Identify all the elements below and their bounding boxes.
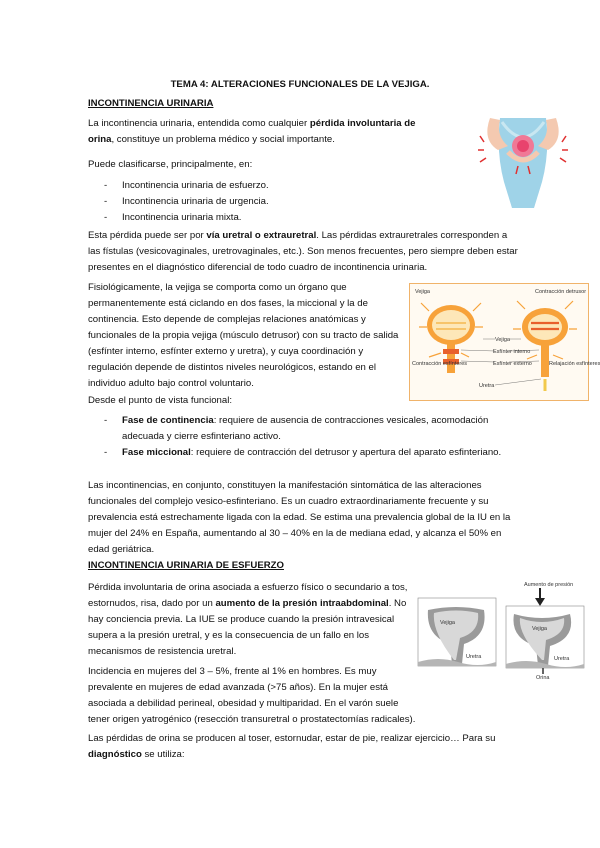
label-aumento-presion: Aumento de presión <box>524 582 574 588</box>
pressure-diagram <box>418 580 584 680</box>
list-item: - Incontinencia urinaria de urgencia. <box>104 194 269 210</box>
label-contraccion-detrusor: Contracción detrusor <box>535 289 587 295</box>
diagnosis-paragraph: Las pérdidas de orina se producen al toser, estornudar, estar de pie, realizar ejercicio… Para su diagnóstico se utiliza: <box>88 733 496 760</box>
label-uretra-1: Uretra <box>466 654 482 660</box>
label-vejiga: Vejiga <box>495 337 510 343</box>
label-vejiga-2: Vejiga <box>532 626 547 632</box>
label-orina: Orina <box>536 675 550 681</box>
list-item: - Fase de continencia: requiere de ausencia de contracciones vesicales, acomodación adecuada y cierre esfinteriano activo. <box>104 413 504 445</box>
phases-list <box>104 413 504 461</box>
definition-paragraph: Pérdida involuntaria de orina asociada a esfuerzo físico o secundario a tos, estornudos, risa, dado por un aumento de la presión intraabdominal. No hay conciencia previa. La IUE se produce cuando la presión intravesical supera a la presión uretral, y es la consecuencia de un fallo en los mecanismos de resistencia uretral. <box>88 582 408 657</box>
label-uretra-2: Uretra <box>554 656 570 662</box>
route-paragraph: Esta pérdida puede ser por vía uretral o extrauretral. Las pérdidas extrauretrales corresponden a las fístulas (vesicovaginales, uretrovaginales, etc.). Son menos frecuentes, pero siempre deben estar presentes en el diagnóstico diferencial de todo cuadro de incontinencia urinaria. <box>88 230 518 273</box>
list-item: - Incontinencia urinaria mixta. <box>104 210 269 226</box>
types-list <box>104 178 269 226</box>
section-heading-esfuerzo: INCONTINENCIA URINARIA DE ESFUERZO <box>88 560 284 571</box>
bladder-phases-diagram <box>409 283 600 401</box>
label-esfinter-externo: Esfínter externo <box>493 361 532 367</box>
label-vejiga-1: Vejiga <box>440 620 455 626</box>
list-item: - Incontinencia urinaria de esfuerzo. <box>104 178 269 194</box>
incidence-paragraph: Incidencia en mujeres del 3 – 5%, frente al 1% en hombres. Es muy prevalente en mujeres de edad avanzada (>75 años). En la mujer está asociada a debilidad perineal, obesidad y multiparidad. En el varón suele tener origen yatrogénico (resección transuretral o prostatectomías radicales). <box>88 666 416 725</box>
classify-paragraph: Puede clasificarse, principalmente, en: <box>88 159 253 170</box>
functional-paragraph: Desde el punto de vista funcional: <box>88 395 232 406</box>
prevalence-paragraph: Las incontinencias, en conjunto, constituyen la manifestación sintomática de las alteraciones funcionales del complejo vesico-esfinteriano. Es un cuadro extraordinariamente frecuente y su prevalencia está estrechamente ligada con la edad. Se estima una prevalencia global de la IU en la mujer del 24% en España, aumentando al 30 – 40% en la de mediana edad, y alcanza el 50% en edad geriátrica. <box>88 480 511 555</box>
label-uretra: Uretra <box>479 383 495 389</box>
label-contraccion-esfinteres: Contracción esfínteres <box>412 361 468 367</box>
label-esfinter-interno: Esfínter interno <box>493 349 531 355</box>
intro-paragraph: La incontinencia urinaria, entendida como cualquier pérdida involuntaria de orina, constituye un problema médico y social importante. <box>88 118 416 145</box>
pelvic-pain-illustration <box>478 112 568 208</box>
label-relajacion-esfinteres: Relajación esfínteres <box>549 361 600 367</box>
list-item: - Fase miccional: requiere de contracción del detrusor y apertura del aparato esfinteriano. <box>104 445 504 461</box>
page-title: TEMA 4: ALTERACIONES FUNCIONALES DE LA VEJIGA. <box>170 79 430 90</box>
physiology-paragraph: Fisiológicamente, la vejiga se comporta como un órgano que permanentemente está ciclando en dos fases, la miccional y la de continencia. Esto depende de complejas relaciones anatómicas y funcionales de la propia vejiga (músculo detrusor) con su tracto de salida (esfínter interno, esfínter externo y uretra), y cuya coordinación y regulación depende de distintos niveles neurológicos, estando en el individuo adulto bajo control voluntario. <box>88 282 399 389</box>
label-vejiga-left: Vejiga <box>415 289 430 295</box>
section-heading-incontinencia: INCONTINENCIA URINARIA <box>88 98 214 109</box>
